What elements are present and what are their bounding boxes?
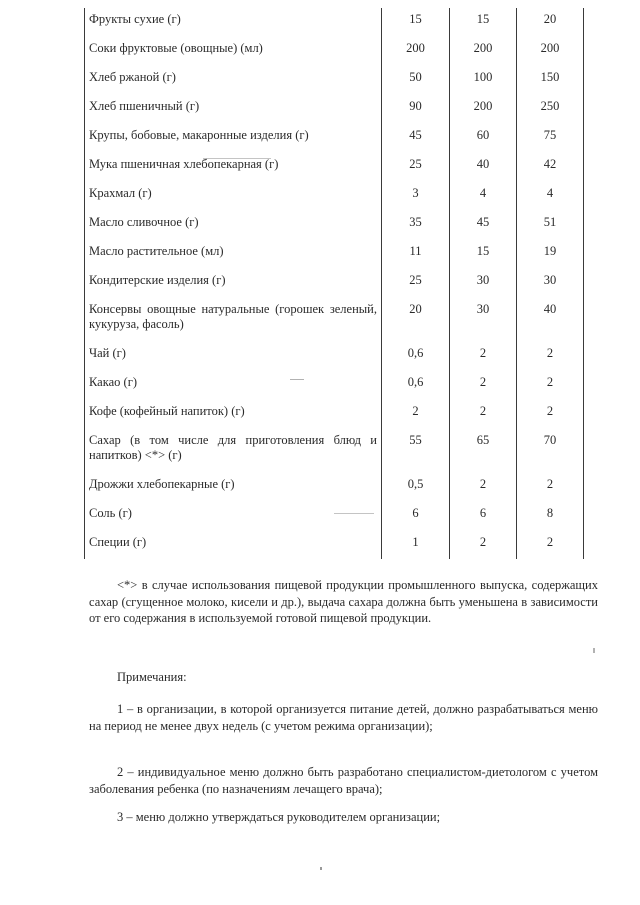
norm-value-3: 4 (517, 182, 584, 211)
notes-title: Примечания: (117, 670, 187, 684)
product-name: Хлеб пшеничный (г) (85, 95, 382, 124)
norm-value-3: 2 (517, 531, 584, 559)
product-name: Мука пшеничная хлебопекарная (г) (85, 153, 382, 182)
scan-speck (203, 158, 271, 159)
norm-value-2: 2 (450, 342, 517, 371)
product-name: Хлеб ржаной (г) (85, 66, 382, 95)
table-row (85, 400, 584, 429)
product-name: Какао (г) (85, 371, 382, 400)
norm-value-2: 4 (450, 182, 517, 211)
norm-value-3: 20 (517, 8, 584, 37)
norm-value-3: 150 (517, 66, 584, 95)
norm-value-2: 2 (450, 371, 517, 400)
norm-value-1: 25 (382, 153, 450, 182)
norm-value-3: 250 (517, 95, 584, 124)
table-row (85, 211, 584, 240)
table-row (85, 124, 584, 153)
norm-value-2: 2 (450, 531, 517, 559)
note-item-1: 1 – в организации, в которой организуется питание детей, должно разрабатываться меню на период не менее двух недель (с учетом режима организации); (89, 702, 598, 733)
norm-value-3: 2 (517, 371, 584, 400)
norm-value-1: 11 (382, 240, 450, 269)
norm-value-1: 90 (382, 95, 450, 124)
scan-speck (290, 379, 304, 380)
norm-value-3: 30 (517, 269, 584, 298)
norm-value-2: 60 (450, 124, 517, 153)
table-row (85, 66, 584, 95)
norm-value-3: 8 (517, 502, 584, 531)
norm-value-1: 45 (382, 124, 450, 153)
table-row (85, 429, 584, 473)
norm-value-1: 35 (382, 211, 450, 240)
table-row (85, 502, 584, 531)
product-name: Дрожжи хлебопекарные (г) (85, 473, 382, 502)
table-row (85, 473, 584, 502)
norm-value-3: 42 (517, 153, 584, 182)
footnote-text: <*> в случае использования пищевой продукции промышленного выпуска, содержащих сахар (сгущенное молоко, кисели и др.), выдача сахара должна быть уменьшена в зависимости от его содержания в используемой готовой пищевой продукции. (89, 578, 598, 625)
norm-value-3: 19 (517, 240, 584, 269)
table-row (85, 95, 584, 124)
norm-value-3: 40 (517, 298, 584, 342)
table-row (85, 531, 584, 559)
norm-value-1: 50 (382, 66, 450, 95)
product-name: Кондитерские изделия (г) (85, 269, 382, 298)
norm-value-1: 0,6 (382, 342, 450, 371)
product-name: Масло растительное (мл) (85, 240, 382, 269)
table-row (85, 240, 584, 269)
table-row (85, 8, 584, 37)
norm-value-3: 70 (517, 429, 584, 473)
product-name: Соки фруктовые (овощные) (мл) (85, 37, 382, 66)
norm-value-2: 65 (450, 429, 517, 473)
table-row (85, 342, 584, 371)
note-item-3: 3 – меню должно утверждаться руководителем организации; (117, 810, 441, 824)
product-name: Кофе (кофейный напиток) (г) (85, 400, 382, 429)
norm-value-2: 200 (450, 95, 517, 124)
food-norms-table (84, 8, 584, 559)
product-name: Специи (г) (85, 531, 382, 559)
scan-speck (320, 867, 322, 870)
norm-value-3: 200 (517, 37, 584, 66)
norm-value-2: 6 (450, 502, 517, 531)
norm-value-1: 1 (382, 531, 450, 559)
norm-value-1: 20 (382, 298, 450, 342)
product-name: Консервы овощные натуральные (горошек зеленый, кукуруза, фасоль) (85, 298, 382, 342)
product-name: Фрукты сухие (г) (85, 8, 382, 37)
product-name: Соль (г) (85, 502, 382, 531)
norm-value-3: 2 (517, 473, 584, 502)
table-row (85, 371, 584, 400)
norm-value-1: 25 (382, 269, 450, 298)
scan-speck (334, 513, 374, 514)
table-row (85, 153, 584, 182)
product-name: Масло сливочное (г) (85, 211, 382, 240)
norm-value-2: 15 (450, 8, 517, 37)
norm-value-1: 0,5 (382, 473, 450, 502)
norm-value-2: 2 (450, 400, 517, 429)
norm-value-3: 2 (517, 400, 584, 429)
norm-value-1: 15 (382, 8, 450, 37)
norm-value-2: 40 (450, 153, 517, 182)
note-item-2: 2 – индивидуальное меню должно быть разработано специалистом-диетологом с учетом заболевания ребенка (по назначениям лечащего врача); (89, 765, 598, 796)
norm-value-2: 100 (450, 66, 517, 95)
norm-value-2: 45 (450, 211, 517, 240)
norm-value-2: 30 (450, 269, 517, 298)
norm-value-1: 2 (382, 400, 450, 429)
product-name: Сахар (в том числе для приготовления блюд и напитков) <*> (г) (85, 429, 382, 473)
norm-value-3: 75 (517, 124, 584, 153)
norm-value-2: 15 (450, 240, 517, 269)
table-row (85, 269, 584, 298)
norm-value-3: 2 (517, 342, 584, 371)
table-row (85, 37, 584, 66)
product-name: Крупы, бобовые, макаронные изделия (г) (85, 124, 382, 153)
norm-value-2: 2 (450, 473, 517, 502)
norm-value-1: 0,6 (382, 371, 450, 400)
table-row (85, 182, 584, 211)
norm-value-1: 3 (382, 182, 450, 211)
norm-value-3: 51 (517, 211, 584, 240)
norm-value-2: 200 (450, 37, 517, 66)
norm-value-1: 6 (382, 502, 450, 531)
norm-value-2: 30 (450, 298, 517, 342)
product-name: Чай (г) (85, 342, 382, 371)
norm-value-1: 55 (382, 429, 450, 473)
scan-speck (593, 648, 595, 653)
table-row (85, 298, 584, 342)
norm-value-1: 200 (382, 37, 450, 66)
product-name: Крахмал (г) (85, 182, 382, 211)
